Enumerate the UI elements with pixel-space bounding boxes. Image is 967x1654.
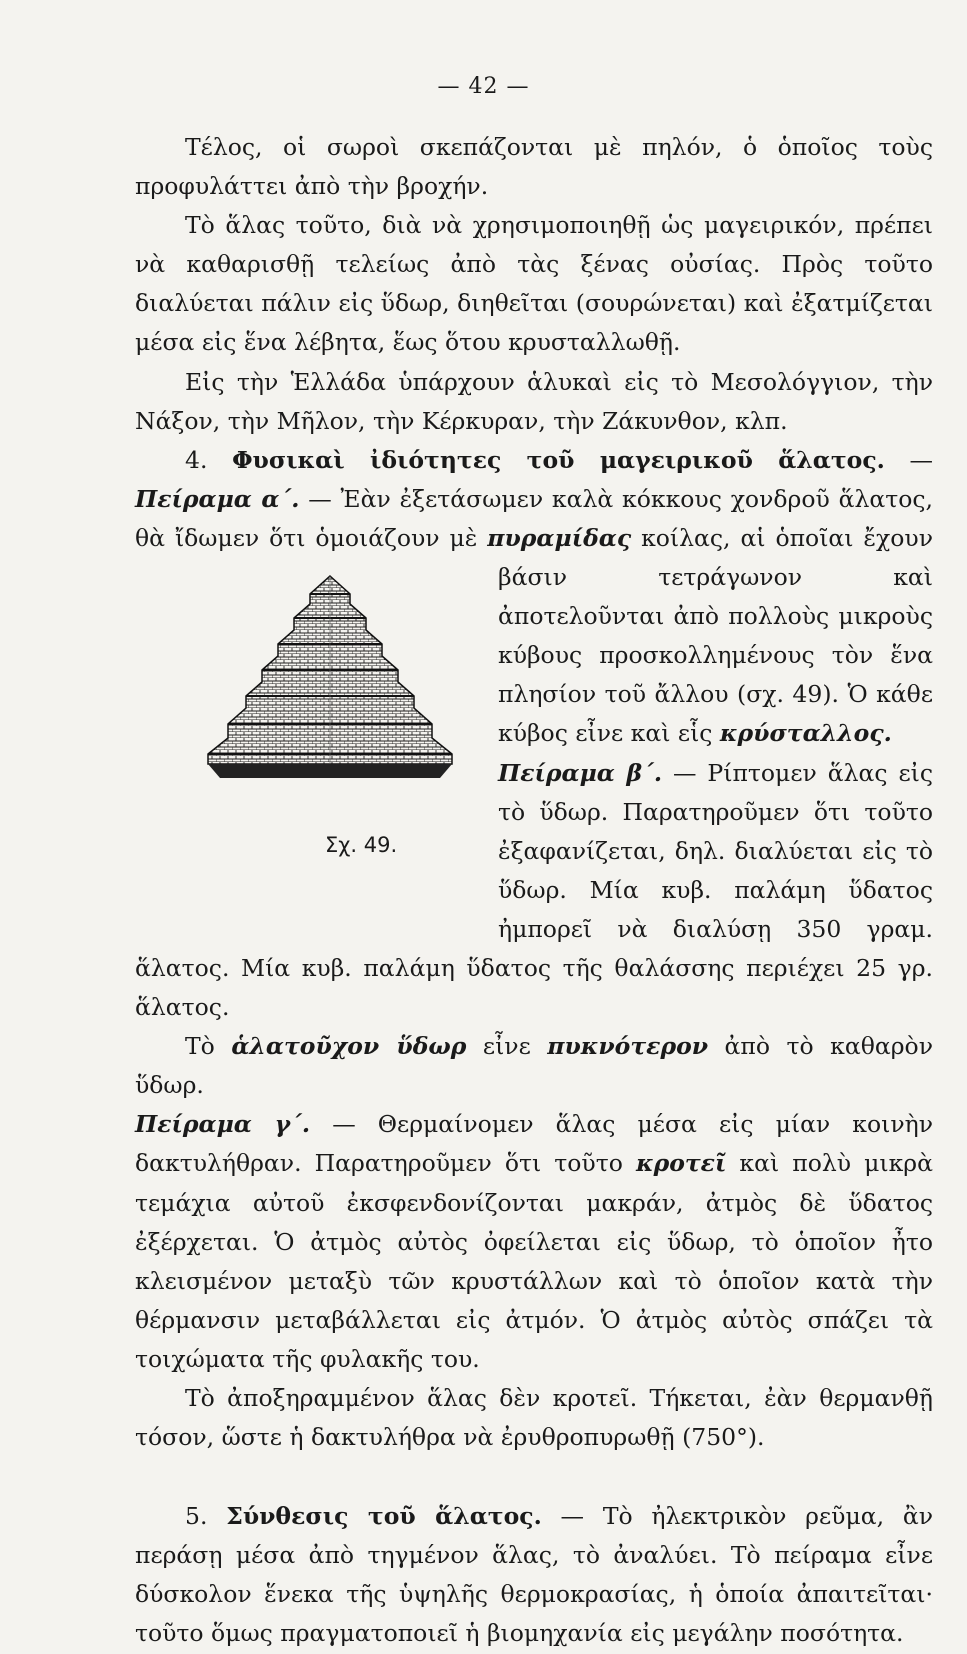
section-4-number: 4. [185, 445, 208, 474]
experiment-b-label: Πείραμα β΄. [498, 758, 663, 787]
salty-water-term: ἁλατοῦχον ὕδωρ [231, 1032, 467, 1061]
paragraph-coverings: Τέλος, οἱ σωροὶ σκεπάζονται μὲ πηλόν, ὁ ὁποῖος τοὺς προφυλάττει ἀπὸ τὴν βροχήν. [135, 133, 933, 201]
pyramids-term: πυραμίδας [487, 523, 632, 552]
experiment-b-text: — Ρίπτομεν ἅλας εἰς τὸ ὕδωρ. Παρατηροῦμεν ὅτι τοῦτο ἐξαφανίζεται, δηλ. διαλύεται εἰς τὸ ὕδωρ. Μία κυβ. παλάμη ὕδατος ἠμπορεῖ νὰ διαλύσῃ 350 γραμ. ἅλατος. Μία κυβ. παλάμη ὕδατος τῆς θαλάσσης περιέχει 25 γρ. ἅλατος. [135, 758, 933, 1022]
paragraph-purification: Τὸ ἅλας τοῦτο, διὰ νὰ χρησιμοποιηθῇ ὡς μαγειρικόν, πρέπει νὰ καθαρισθῇ τελείως ἀπὸ τὰς ξένας οὐσίας. Πρὸς τοῦτο διαλύεται πάλιν εἰς ὕδωρ, διηθεῖται (σουρώνεται) καὶ ἐξατμίζεται μέσα εἰς ἕνα λέβητα, ἕως ὅτου κρυσταλλωθῇ. [135, 211, 933, 357]
text-run: εἶνε [466, 1032, 548, 1061]
section-4-paragraph [135, 441, 933, 1027]
text-run: ἀπὸ τὸ καθαρὸν ὕδωρ. [135, 1032, 933, 1100]
text-run: καὶ πολὺ μικρὰ τεμάχια αὐτοῦ ἐκσφενδονίζονται μακράν, ἀτμὸς δὲ ὕδατος ἐξέρχεται. Ὁ ἀτμὸς αὐτὸς ὀφείλεται εἰς ὕδωρ, τὸ ὁποῖον ἦτο κλεισμένον μεταξὺ τῶν κρυστάλλων καὶ τὸ ὁποῖον κατὰ τὴν θέρμανσιν μεταβάλλεται εἰς ἀτμόν. Ὁ ἀτμὸς αὐτὸς σπάζει τὰ τοιχώματα τῆς φυλακῆς του. [135, 1149, 933, 1373]
section-5-text: — Τὸ ἠλεκτρικὸν ρεῦμα, ἂν περάσῃ μέσα ἀπὸ τηγμένον ἅλας, τὸ ἀναλύει. Τὸ πείραμα εἶνε δύσκολον ἕνεκα τῆς ὑψηλῆς θερμοκρασίας, ἡ ὁποία ἀπαιτεῖται· τοῦτο ὅμως πραγματοποιεῖ ἡ βιομηχανία εἰς μεγάλην ποσότητα. [135, 1502, 933, 1648]
salt-crystal-pyramid-illustration [200, 564, 460, 834]
experiment-a-label: Πείραμα α΄. [135, 484, 300, 513]
figure-caption: Σχ. 49. [325, 833, 398, 858]
crackles-term: κροτεῖ [635, 1149, 727, 1178]
section-5-number: 5. [185, 1502, 208, 1531]
text-run: Τὸ [185, 1032, 232, 1061]
dash: — [884, 445, 933, 474]
crystal-term: κρύσταλλος. [719, 719, 892, 748]
paragraph-experiment-c [135, 1105, 933, 1379]
section-5-heading: Σύνθεσις τοῦ ἅλατος. [226, 1502, 542, 1531]
denser-term: πυκνότερον [547, 1032, 709, 1061]
figure-49 [135, 558, 480, 910]
page-body [135, 128, 933, 1654]
experiment-c-label: Πείραμα γ΄. [135, 1110, 311, 1139]
paragraph-dried-salt: Τὸ ἀποξηραμμένον ἅλας δὲν κροτεῖ. Τήκεται, ἐὰν θερμανθῇ τόσον, ὥστε ἡ δακτυλήθρα νὰ ἐρυθροπυρωθῇ (750°). [135, 1384, 933, 1452]
paragraph-salt-pans: Εἰς τὴν Ἑλλάδα ὑπάρχουν ἁλυκαὶ εἰς τὸ Μεσολόγγιον, τὴν Νάξον, τὴν Μῆλον, τὴν Κέρκυραν, τὴν Ζάκυνθον, κλπ. [135, 367, 933, 435]
spacer [135, 1457, 933, 1497]
section-4-heading: Φυσικαὶ ἰδιότητες τοῦ μαγειρικοῦ ἅλατος. [232, 445, 885, 474]
experiment-a-text-2: κοίλας, αἱ ὁποῖαι ἔχουν βάσιν τετράγωνον καὶ ἀποτελοῦνται ἀπὸ πολλοὺς μικροὺς κύβους προσκολλημένους τὸν ἕνα πλησίον τοῦ ἄλλου (σχ. 49). Ὁ κάθε κύβος εἶνε καὶ εἷς [498, 523, 933, 748]
experiment-a-text-1: — Ἐὰν ἐξετάσωμεν καλὰ κόκκους χονδροῦ ἅλατος, θὰ ἴδωμεν ὅτι ὁμοιάζουν μὲ [135, 484, 933, 552]
paragraph-salt-water [135, 1027, 933, 1105]
text-run: — Θερμαίνομεν ἅλας μέσα εἰς μίαν κοινὴν δακτυλήθραν. Παρατηροῦμεν ὅτι τοῦτο [135, 1110, 934, 1178]
page-number: — 42 — [437, 74, 530, 99]
section-5-paragraph [135, 1497, 933, 1653]
